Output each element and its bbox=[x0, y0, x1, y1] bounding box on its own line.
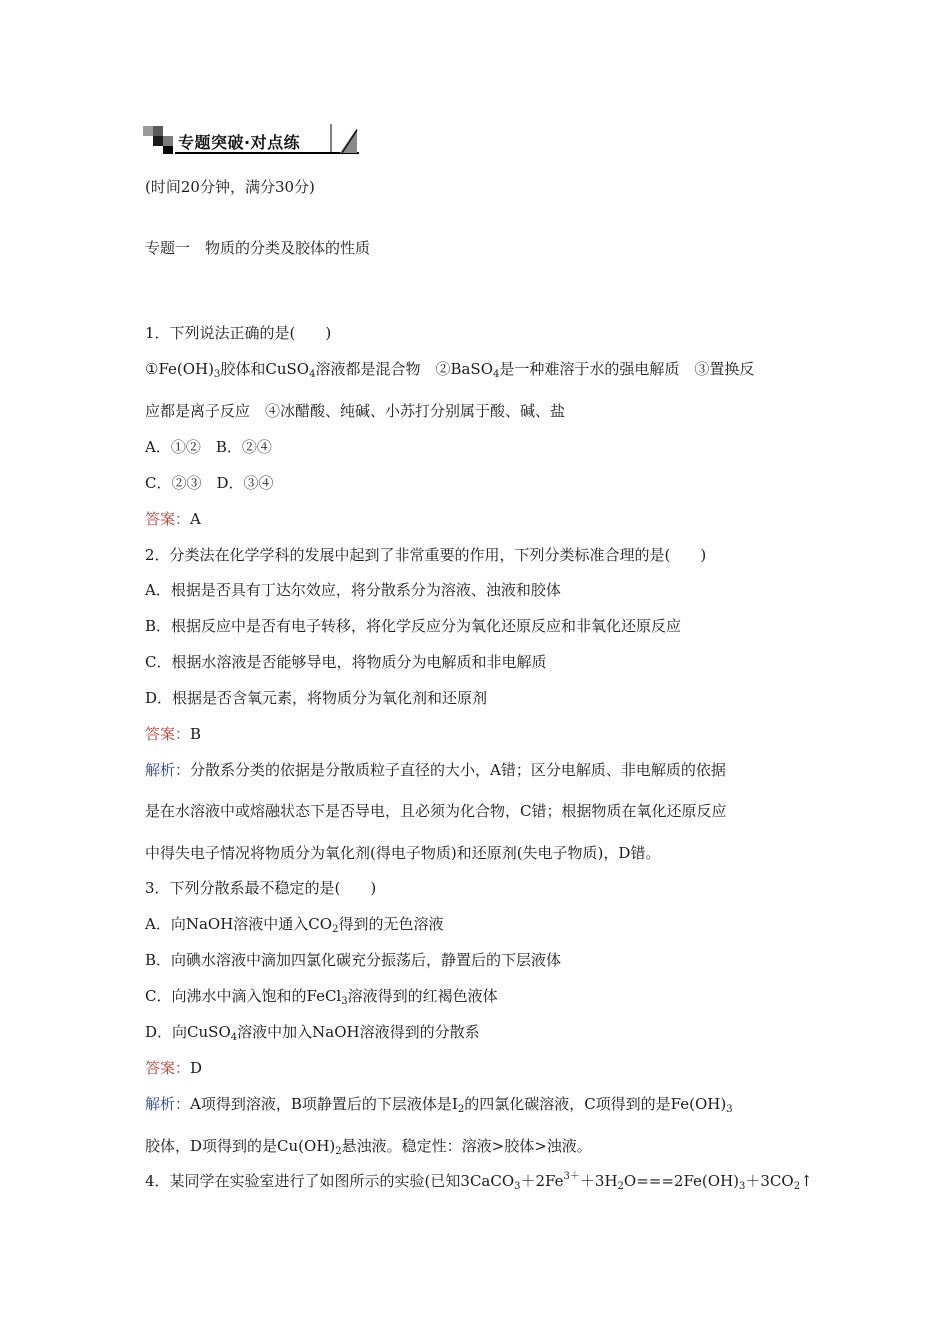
topic-heading: 专题一 物质的分类及胶体的性质 bbox=[145, 239, 371, 257]
q3-option-d: D．向CuSO$_4$溶液中加入NaOH溶液得到的分散系 bbox=[145, 1023, 480, 1043]
q3-option-a: A．向NaOH溶液中通入$CO_2$得到的无色溶液 bbox=[145, 915, 444, 935]
q3-explanation-line1: 解析：A项得到溶液，B项静置后的下层液体是$I_2$的四氯化碳溶液，C项得到的是$Fe(OH)_3$ bbox=[145, 1095, 733, 1115]
banner-title: 专题突破·对点练 bbox=[178, 133, 301, 152]
q1-options-cd: C．②③ D．③④ bbox=[145, 474, 274, 492]
q1-answer: 答案：A bbox=[145, 510, 201, 528]
q4-stem: 4．某同学在实验室进行了如图所示的实验(已知$3CaCO_3+2Fe^{3+}+3H_2O===2Fe(OH)_3+3CO_2↑$ bbox=[145, 1171, 813, 1192]
q1-options-ab: A．①② B．②④ bbox=[145, 438, 272, 456]
q2-option-c: C．根据水溶液是否能够导电，将物质分为电解质和非电解质 bbox=[145, 653, 547, 671]
q3-stem: 3．下列分散系最不稳定的是( ) bbox=[145, 879, 377, 897]
q3-option-c: C．向沸水中滴入饱和的FeCl$_3$溶液得到的红褐色液体 bbox=[145, 987, 498, 1007]
q2-explanation-line2: 是在水溶液中或熔融状态下是否导电，且必须为化合物，C错；根据物质在氧化还原反应 bbox=[145, 802, 727, 820]
q2-answer: 答案：B bbox=[145, 725, 202, 743]
q2-option-a: A．根据是否具有丁达尔效应，将分散系分为溶液、浊液和胶体 bbox=[145, 581, 561, 599]
q2-option-b: B．根据反应中是否有电子转移，将化学反应分为氧化还原反应和非氧化还原反应 bbox=[145, 617, 682, 635]
explanation-label: 解析： bbox=[145, 1095, 191, 1113]
explanation-label: 解析： bbox=[145, 761, 191, 779]
q3-explanation-line2: 胶体，D项得到的是$Cu(OH)_2$悬浊液。稳定性：溶液>胶体>浊液。 bbox=[145, 1137, 592, 1157]
q1-stem: 1．下列说法正确的是( ) bbox=[145, 324, 332, 342]
q1-statement-line1: $①Fe(OH)_3$胶体和CuSO$_4$溶液都是混合物 ②BaSO$_4$是一种难溶于水的强电解质 ③置换反 bbox=[145, 360, 755, 380]
answer-label: 答案： bbox=[145, 725, 191, 743]
q1-statement-line2: 应都是离子反应 ④冰醋酸、纯碱、小苏打分别属于酸、碱、盐 bbox=[145, 402, 566, 420]
q3-option-b: B．向碘水溶液中滴加四氯化碳充分振荡后，静置后的下层液体 bbox=[145, 951, 562, 969]
q2-stem: 2．分类法在化学学科的发展中起到了非常重要的作用，下列分类标准合理的是( ) bbox=[145, 546, 707, 564]
q2-explanation-line3: 中得失电子情况将物质分为氧化剂(得电子物质)和还原剂(失电子物质)，D错。 bbox=[145, 844, 661, 862]
answer-label: 答案： bbox=[145, 510, 191, 528]
section-banner bbox=[143, 122, 359, 156]
answer-label: 答案： bbox=[145, 1059, 191, 1077]
time-note: (时间20分钟，满分30分) bbox=[145, 178, 315, 196]
q2-option-d: D．根据是否含氧元素，将物质分为氧化剂和还原剂 bbox=[145, 689, 488, 707]
q3-answer: 答案：D bbox=[145, 1059, 203, 1077]
q2-explanation-line1: 解析：分散系分类的依据是分散质粒子直径的大小，A错；区分电解质、非电解质的依据 bbox=[145, 761, 726, 779]
